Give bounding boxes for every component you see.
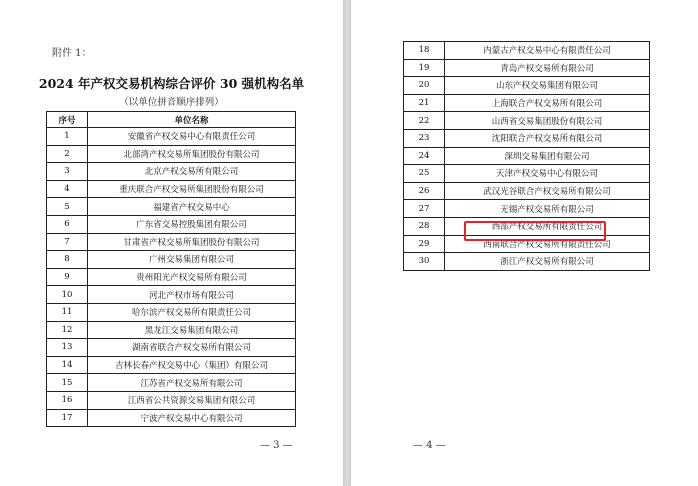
row-number: 7: [47, 233, 88, 251]
document-page-4: [351, 0, 698, 486]
row-number: 16: [47, 391, 88, 409]
header-number: 序号: [47, 112, 88, 128]
row-number: 30: [404, 253, 445, 271]
row-number: 2: [47, 145, 88, 163]
row-number: 9: [47, 268, 88, 286]
row-number: 22: [404, 112, 445, 130]
page-gutter: [343, 0, 351, 486]
table-row: [47, 286, 296, 304]
row-number: 19: [404, 59, 445, 77]
row-number: 12: [47, 321, 88, 339]
organization-name: 河北产权市场有限公司: [88, 286, 296, 304]
row-number: 10: [47, 286, 88, 304]
organization-name: 重庆联合产权交易所集团股份有限公司: [88, 180, 296, 198]
row-number: 24: [404, 147, 445, 165]
organization-name: 江西省公共资源交易集团有限公司: [88, 391, 296, 409]
organization-name: 沈阳联合产权交易所有限公司: [445, 129, 650, 147]
organization-name: 贵州阳光产权交易所有限公司: [88, 268, 296, 286]
document-title: 2024 年产权交易机构综合评价 30 强机构名单: [38, 76, 305, 91]
table-row: [47, 145, 296, 163]
attachment-label: 附件 1：: [52, 48, 92, 59]
page-number: — 4 —: [413, 440, 446, 451]
table-row: [404, 182, 650, 200]
row-number: 15: [47, 374, 88, 392]
table-row: [47, 409, 296, 427]
organization-name: 宁波产权交易中心有限公司: [88, 409, 296, 427]
organization-name: 福建省产权交易中心: [88, 198, 296, 216]
row-number: 20: [404, 77, 445, 95]
row-number: 11: [47, 303, 88, 321]
organization-name: 山东产权交易集团有限公司: [445, 77, 650, 95]
organization-name: 黑龙江交易集团有限公司: [88, 321, 296, 339]
row-number: 21: [404, 94, 445, 112]
row-number: 26: [404, 182, 445, 200]
organization-name: 江苏省产权交易所有限公司: [88, 374, 296, 392]
row-number: 8: [47, 251, 88, 269]
table-row: [47, 303, 296, 321]
organization-name: 哈尔滨产权交易所有限责任公司: [88, 303, 296, 321]
row-number: 3: [47, 163, 88, 181]
document-subtitle: （以单位拼音顺序排列）: [119, 97, 224, 108]
table-row: [47, 339, 296, 357]
table-row: [404, 200, 650, 218]
row-number: 23: [404, 129, 445, 147]
row-number: 18: [404, 42, 445, 60]
table-row: [47, 163, 296, 181]
ranking-table-part-1: [46, 111, 296, 427]
table-row: [404, 94, 650, 112]
document-page-3: [0, 0, 343, 486]
row-number: 27: [404, 200, 445, 218]
row-number: 14: [47, 356, 88, 374]
table-row: [47, 233, 296, 251]
table-row: [47, 215, 296, 233]
organization-name: 上海联合产权交易所有限公司: [445, 94, 650, 112]
row-number: 1: [47, 128, 88, 146]
table-row: [47, 374, 296, 392]
organization-name: 安徽省产权交易中心有限责任公司: [88, 128, 296, 146]
row-number: 6: [47, 215, 88, 233]
organization-name: 浙江产权交易所有限公司: [445, 253, 650, 271]
organization-name: 无锡产权交易所有限公司: [445, 200, 650, 218]
highlight-box: [464, 221, 606, 241]
organization-name: 山西省交易集团股份有限公司: [445, 112, 650, 130]
organization-name: 西南联合产权交易所有限责任公司: [445, 235, 650, 253]
organization-name: 深圳交易集团有限公司: [445, 147, 650, 165]
organization-name: 广州交易集团有限公司: [88, 251, 296, 269]
organization-name: 武汉光谷联合产权交易所有限公司: [445, 182, 650, 200]
organization-name: 广东省交易控股集团有限公司: [88, 215, 296, 233]
organization-name: 甘肃省产权交易所集团股份有限公司: [88, 233, 296, 251]
table-row: [47, 251, 296, 269]
table-row: [404, 129, 650, 147]
page-number: — 3 —: [260, 440, 293, 451]
table-row: [404, 253, 650, 271]
table-row: [47, 128, 296, 146]
table-row: [47, 391, 296, 409]
row-number: 13: [47, 339, 88, 357]
organization-name: 北京产权交易所有限公司: [88, 163, 296, 181]
table-row: [404, 77, 650, 95]
table-row: [47, 268, 296, 286]
table-row: [47, 180, 296, 198]
table-row: [47, 321, 296, 339]
header-organization-name: 单位名称: [88, 112, 296, 128]
organization-name: 湖南省联合产权交易所有限公司: [88, 339, 296, 357]
row-number: 29: [404, 235, 445, 253]
table-row: [404, 59, 650, 77]
table-row: [47, 356, 296, 374]
row-number: 5: [47, 198, 88, 216]
row-number: 4: [47, 180, 88, 198]
table-row: [404, 112, 650, 130]
organization-name: 西部产权交易所有限责任公司: [445, 217, 650, 235]
organization-name: 北部湾产权交易所集团股份有限公司: [88, 145, 296, 163]
organization-name: 青岛产权交易所有限公司: [445, 59, 650, 77]
table-row: [404, 42, 650, 60]
row-number: 28: [404, 217, 445, 235]
row-number: 17: [47, 409, 88, 427]
organization-name: 吉林长春产权交易中心（集团）有限公司: [88, 356, 296, 374]
organization-name: 内蒙古产权交易中心有限责任公司: [445, 42, 650, 60]
organization-name: 天津产权交易中心有限公司: [445, 165, 650, 183]
table-row: [404, 165, 650, 183]
table-header-row: [47, 112, 296, 128]
table-row: [404, 147, 650, 165]
table-row: [47, 198, 296, 216]
row-number: 25: [404, 165, 445, 183]
